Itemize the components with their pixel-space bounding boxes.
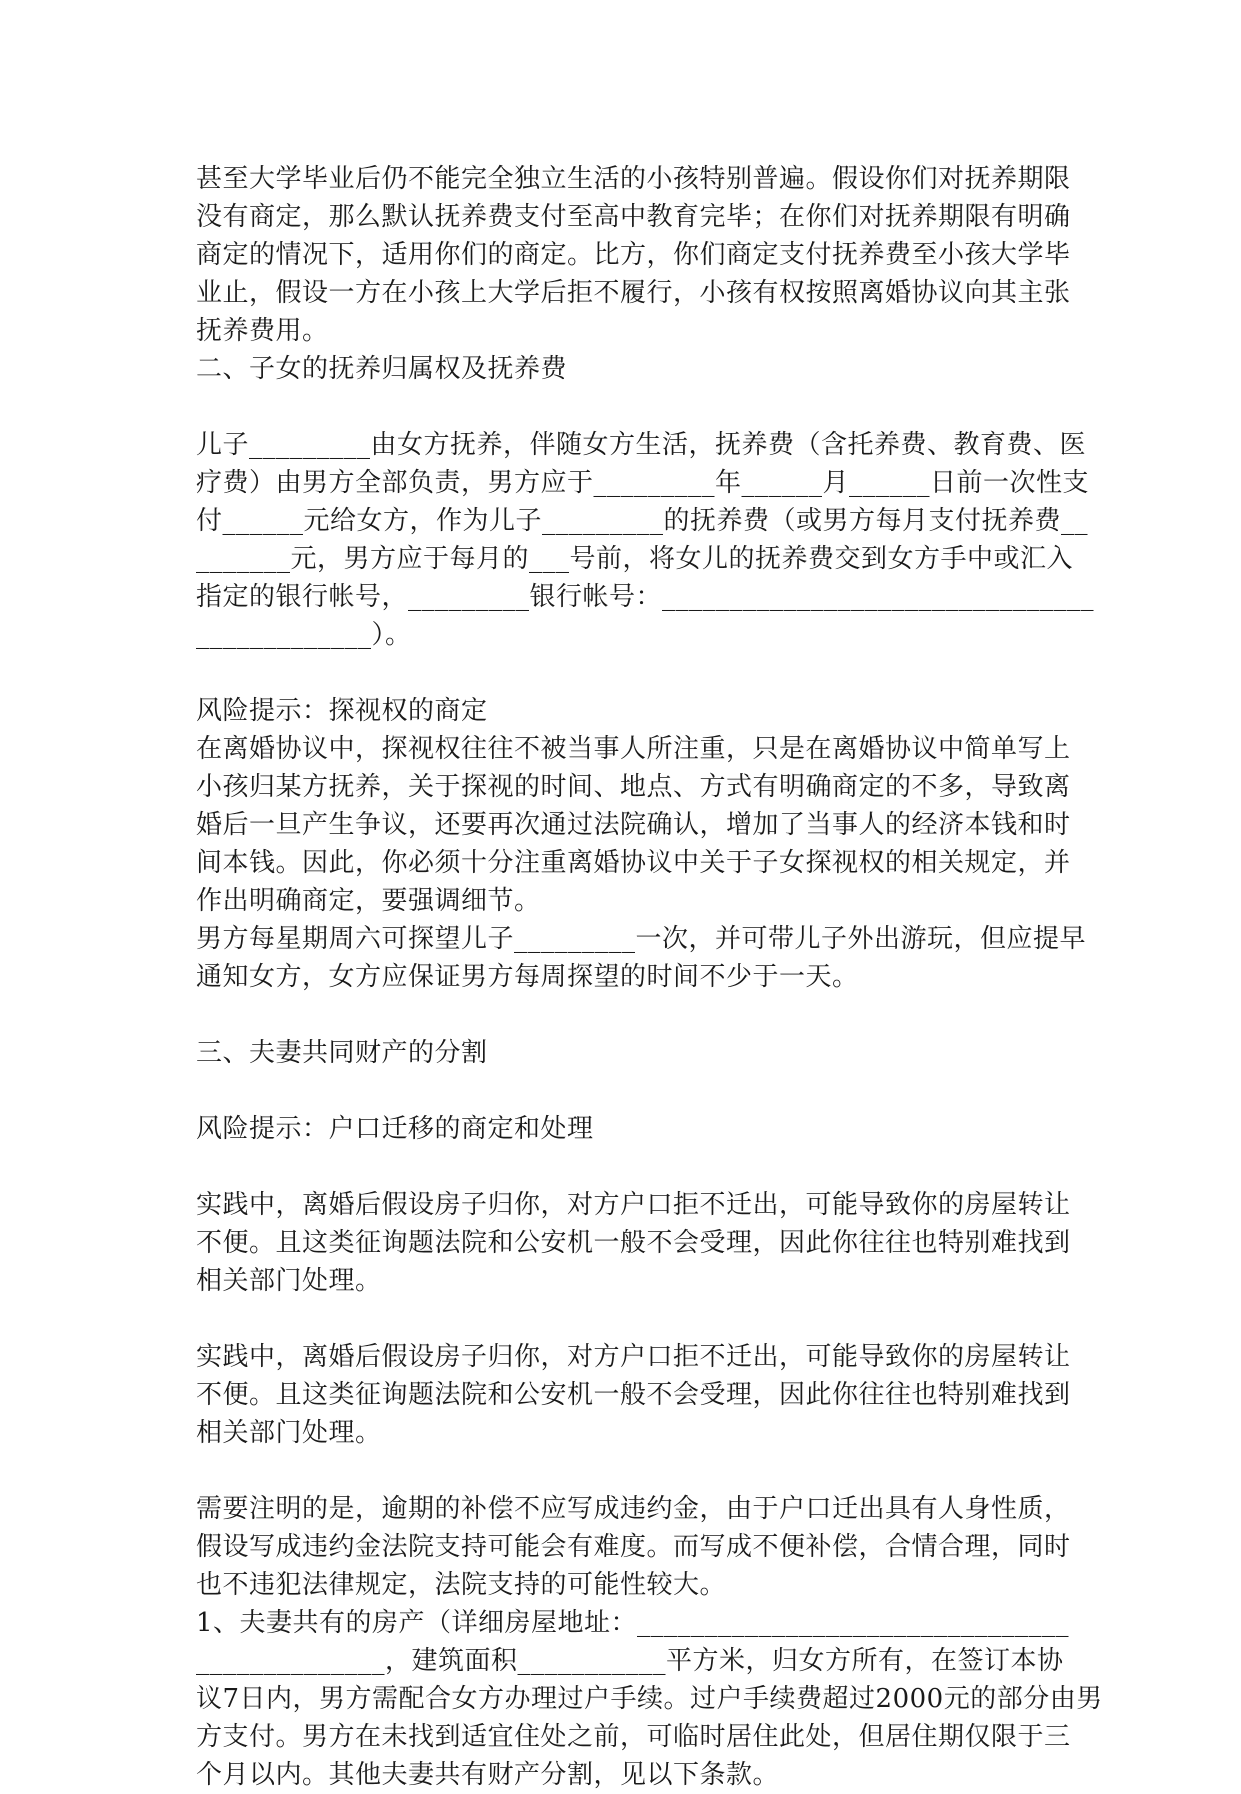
text-line: 抚养费用。: [196, 316, 329, 346]
text-line: 也不违犯法律规定，法院支持的可能性较大。: [196, 1570, 727, 1600]
text-line: 假设写成违约金法院支持可能会有难度。而写成不便补偿，合情合理，同时: [196, 1532, 1071, 1562]
blank-line: [196, 388, 1056, 426]
text-line: 风险提示：探视权的商定: [196, 696, 488, 726]
text-line: 1、夫妻共有的房产（详细房屋地址：________________________________: [196, 1608, 1070, 1638]
text-line: 实践中，离婚后假设房子归你，对方户口拒不迁出，可能导致你的房屋转让: [196, 1190, 1071, 1220]
blank-line: [196, 654, 1056, 692]
text-line: 婚后一旦产生争议，还要再次通过法院确认，增加了当事人的经济本钱和时: [196, 810, 1071, 840]
text-line: 风险提示：户口迁移的商定和处理: [196, 1114, 594, 1144]
text-line: 业止，假设一方在小孩上大学后拒不履行，小孩有权按照离婚协议向其主张: [196, 278, 1071, 308]
text-line: 指定的银行帐号，_________银行帐号：________________________________: [196, 582, 1095, 612]
text-line: _______元，男方应于每月的___号前，将女儿的抚养费交到女方手中或汇入: [196, 544, 1074, 574]
text-line: ______________，建筑面积___________平方米，归女方所有，在签订本协: [196, 1646, 1064, 1676]
text-line: 议7日内，男方需配合女方办理过户手续。过户手续费超过2000元的部分由男: [196, 1684, 1103, 1714]
blank-line: [196, 996, 1056, 1034]
blank-line: [196, 1452, 1056, 1490]
text-line: 甚至大学毕业后仍不能完全独立生活的小孩特别普遍。假设你们对抚养期限: [196, 164, 1071, 194]
text-line: 男方每星期周六可探望儿子_________一次，并可带儿子外出游玩，但应提早: [196, 924, 1087, 954]
text-line: 三、夫妻共同财产的分割: [196, 1038, 488, 1068]
text-line: 方支付。男方在未找到适宜住处之前，可临时居住此处，但居住期仅限于三: [196, 1722, 1071, 1752]
text-line: 相关部门处理。: [196, 1266, 382, 1296]
text-line: 实践中，离婚后假设房子归你，对方户口拒不迁出，可能导致你的房屋转让: [196, 1342, 1071, 1372]
text-line: 疗费）由男方全部负责，男方应于_________年______月______日前一次性支: [196, 468, 1090, 498]
text-line: 小孩归某方抚养，关于探视的时间、地点、方式有明确商定的不多，导致离: [196, 772, 1071, 802]
text-line: 儿子_________由女方抚养，伴随女方生活，抚养费（含托养费、教育费、医: [196, 430, 1087, 460]
text-line: 作出明确商定，要强调细节。: [196, 886, 541, 916]
text-line: 相关部门处理。: [196, 1418, 382, 1448]
text-line: 不便。且这类征询题法院和公安机一般不会受理，因此你往往也特别难找到: [196, 1228, 1071, 1258]
text-line: _____________）。: [196, 620, 412, 650]
text-line: 通知女方，女方应保证男方每周探望的时间不少于一天。: [196, 962, 859, 992]
text-line: 没有商定，那么默认抚养费支付至高中教育完毕；在你们对抚养期限有明确: [196, 202, 1071, 232]
document-body: [196, 160, 1103, 1794]
text-line: 需要注明的是，逾期的补偿不应写成违约金，由于户口迁出具有人身性质，: [196, 1494, 1071, 1524]
text-line: 付______元给女方，作为儿子_________的抚养费（或男方每月支付抚养费__: [196, 506, 1089, 536]
text-line: 在离婚协议中，探视权往往不被当事人所注重，只是在离婚协议中简单写上: [196, 734, 1071, 764]
blank-line: [196, 1148, 1056, 1186]
blank-line: [196, 1300, 1056, 1338]
text-line: 个月以内。其他夫妻共有财产分割，见以下条款。: [196, 1760, 780, 1790]
blank-line: [196, 1072, 1056, 1110]
text-line: 商定的情况下，适用你们的商定。比方，你们商定支付抚养费至小孩大学毕: [196, 240, 1071, 270]
text-line: 二、子女的抚养归属权及抚养费: [196, 354, 568, 384]
text-line: 间本钱。因此，你必须十分注重离婚协议中关于子女探视权的相关规定，并: [196, 848, 1071, 878]
text-line: 不便。且这类征询题法院和公安机一般不会受理，因此你往往也特别难找到: [196, 1380, 1071, 1410]
